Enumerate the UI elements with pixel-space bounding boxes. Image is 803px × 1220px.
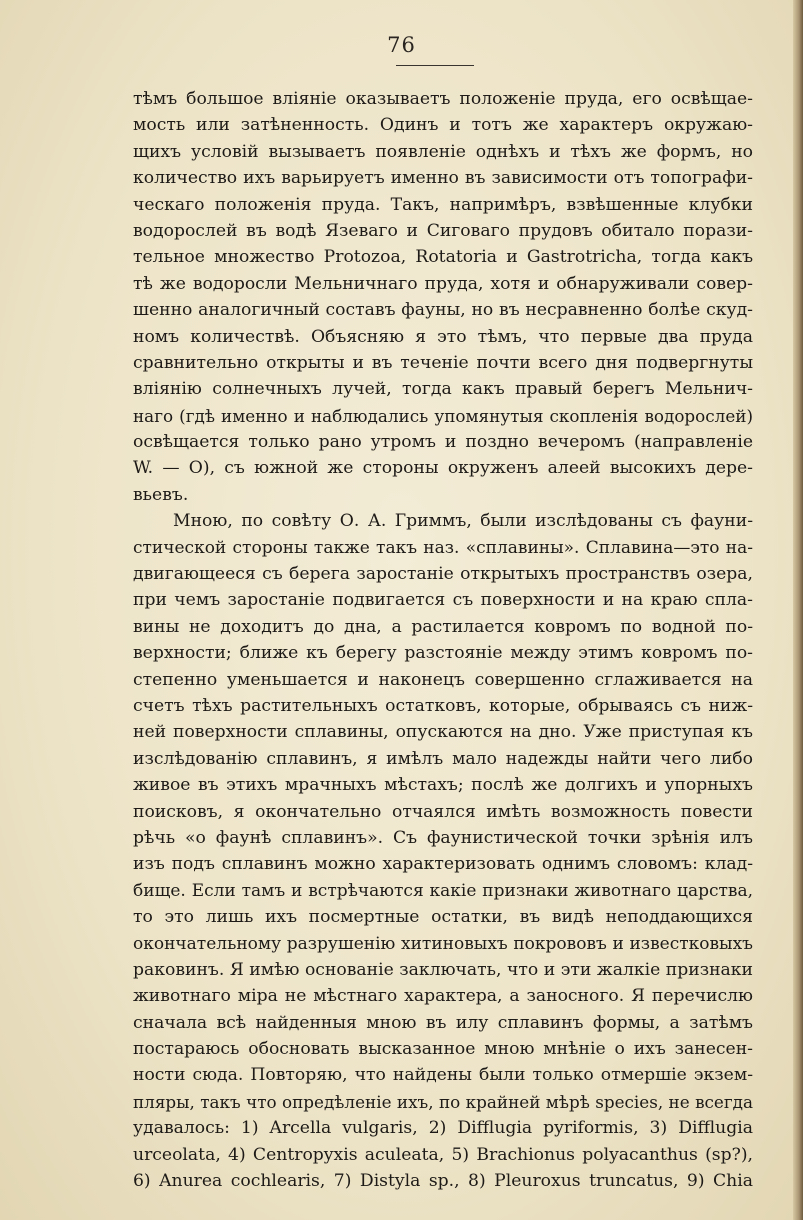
page-edge-shadow <box>793 0 803 1220</box>
text-line: животнаго міра не мѣстнаго характера, а заносного. Я перечислю <box>133 986 753 1007</box>
text-line: urceolata, 4) Centropyxis aculeata, 5) Brachionus polyacanthus (sp?), <box>133 1144 753 1165</box>
text-line: удавалось: 1) Arcella vulgaris, 2) Difflugia pyriformis, 3) Difflugia <box>133 1118 753 1139</box>
text-line: W. — O), съ южной же стороны окруженъ алеей высокихъ дере- <box>133 458 753 479</box>
text-line: ности сюда. Повторяю, что найдены были только отмершіе экзем- <box>133 1065 753 1086</box>
text-line: щихъ условій вызываетъ появленіе однѣхъ и тѣхъ же формъ, но <box>133 141 753 162</box>
text-line: шенно аналогичный составъ фауны, но въ несравненно болѣе скуд- <box>133 300 753 321</box>
text-line: верхности; ближе къ берегу разстояніе между этимъ ковромъ по- <box>133 643 753 664</box>
text-line: тѣмъ большое вліяніе оказываетъ положеніе пруда, его освѣщае- <box>133 89 753 109</box>
text-line: водорослей въ водѣ Язеваго и Сиговаго прудовъ обитало порази- <box>133 220 753 241</box>
body-text <box>133 86 753 1194</box>
text-line: освѣщается только рано утромъ и поздно вечеромъ (направленіе <box>133 432 753 453</box>
text-line: живое въ этихъ мрачныхъ мѣстахъ; послѣ же долгихъ и упорныхъ <box>133 775 753 796</box>
text-line: количество ихъ варьируетъ именно въ зависимости отъ топографи- <box>133 168 753 189</box>
text-line: рѣчь «о фаунѣ сплавинъ». Съ фаунистической точки зрѣнія илъ <box>133 827 753 848</box>
text-line: постараюсь обосновать высказанное мною мнѣніе о ихъ занесен- <box>133 1039 753 1060</box>
text-line: поисковъ, я окончательно отчаялся имѣть возможность повести <box>133 801 753 822</box>
text-line: изслѣдованію сплавинъ, я имѣлъ мало надежды найти чего либо <box>133 748 753 769</box>
text-line: вины не доходитъ до дна, а растилается ковромъ по водной по- <box>133 616 753 637</box>
text-line: изъ подъ сплавинъ можно характеризовать однимъ словомъ: клад- <box>133 854 753 875</box>
text-line: ней поверхности сплавины, опускаются на дно. Уже приступая къ <box>133 722 753 743</box>
text-line: Мною, по совѣту О. А. Гриммъ, были изслѣдованы съ фауни- <box>173 511 753 532</box>
text-line: стической стороны также такъ наз. «сплавины». Сплавина—это на- <box>133 537 753 558</box>
text-line: сравнительно открыты и въ теченіе почти всего дня подвергнуты <box>133 352 753 373</box>
text-line: 6) Anurea cochlearis, 7) Distyla sp., 8) Pleuroxus truncatus, 9) Chia <box>133 1171 753 1192</box>
text-line: тельное множество Protozoa, Rotatoria и Gastrotricha, тогда какъ <box>133 247 753 268</box>
text-line: сначала всѣ найденныя мною въ илу сплавинъ формы, а затѣмъ <box>133 1012 753 1033</box>
text-line: раковинъ. Я имѣю основаніе заключать, что и эти жалкіе признаки <box>133 959 753 980</box>
text-line: пляры, такъ что опредѣленіе ихъ, по крайней мѣрѣ species, не всегда <box>133 1091 753 1112</box>
text-line: вліянію солнечныхъ лучей, тогда какъ правый берегъ Мельнич- <box>133 379 753 400</box>
text-line: вьевъ. <box>133 484 189 505</box>
text-line: номъ количествѣ. Объясняю я это тѣмъ, что первые два пруда <box>133 326 753 347</box>
text-line: двигающееся съ берега заростаніе открытыхъ пространствъ озера, <box>133 564 753 585</box>
text-line: степенно уменьшается и наконецъ совершенно сглаживается на <box>133 669 753 690</box>
text-line: окончательному разрушенію хитиновыхъ покрововъ и известковыхъ <box>133 933 753 954</box>
text-line: тѣ же водоросли Мельничнаго пруда, хотя и обнаруживали совер- <box>133 273 753 294</box>
text-line: бище. Если тамъ и встрѣчаются какіе признаки животнаго царства, <box>133 880 753 901</box>
text-line: ческаго положенія пруда. Такъ, напримѣръ, взвѣшенные клубки <box>133 194 753 215</box>
text-line: наго (гдѣ именно и наблюдались упомянутыя скопленія водорослей) <box>133 405 753 426</box>
page-number-rule <box>396 65 474 66</box>
text-line: то это лишь ихъ посмертные остатки, въ видѣ неподдающихся <box>133 907 753 928</box>
text-line: мость или затѣненность. Одинъ и тотъ же характеръ окружаю- <box>133 115 753 136</box>
text-line: при чемъ заростаніе подвигается съ поверхности и на краю спла- <box>133 590 753 611</box>
page-number: 76 <box>387 33 416 57</box>
text-line: счетъ тѣхъ растительныхъ остатковъ, которые, обрываясь съ ниж- <box>133 695 753 716</box>
